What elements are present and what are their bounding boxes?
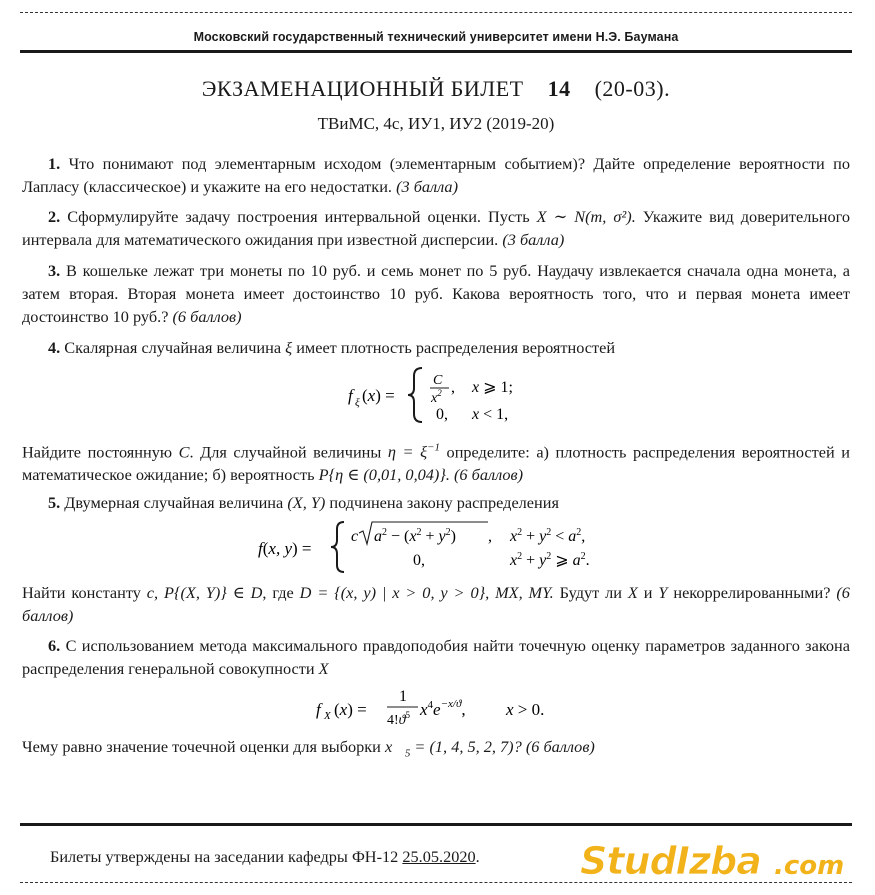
problem-text-b: Укажите вид доверительного интервала для математического ожидания при известной дисперсии. [22,207,851,249]
problem-text-g: некоррелированными? [673,583,831,602]
sample-vector: $x⃗_5 = (1$, 4, 5, 2, 7)? [384,737,522,760]
svg-text:1: 1 [399,688,407,705]
problem-text-a: Двумерная случайная величина [64,493,284,512]
svg-text:C: C [433,373,443,388]
svg-text:a2 − (x2 + y2): $a^2 - (x^2 + y^2)$ [374,527,456,545]
svg-text:f(x, y) =: f(x, y) = [258,539,312,558]
svg-text:x4e−x/ϑ,: $x^4e^{-x/ϑ}$, [420,698,466,719]
probability-expression: P{η ∈ (0,01, 0,04)}. [318,465,450,485]
svg-text:0,: 0, [413,552,425,569]
title-prefix: ЭКЗАМЕНАЦИОННЫЙ БИЛЕТ [201,76,524,101]
university-name: Московский государственный технический университет имени Н.Э. Баумана [193,30,679,44]
problem-text-f: и [643,583,653,602]
svg-text:ξ: ξ [355,397,360,409]
problem-4-intro [22,336,850,359]
eta-definition: $\eta = \xi^{-1}$ [387,442,440,462]
var-x: X [318,659,329,678]
problem-number: 4. [48,338,61,357]
problem-6-question [22,735,850,765]
approval-period: . [475,847,480,866]
region-d: D = {(x, y) | x > 0, y > 0}, MX, MY. [299,583,554,602]
problem-3 [22,259,850,328]
problem-points: (6 баллов) [172,307,242,326]
var-y: Y [658,583,668,602]
problem-text-a: Сформулируйте задачу построения интервальной оценки. Пусть [67,207,530,226]
problem-number: 2. [48,207,61,226]
svg-text:f: f [348,386,353,405]
problem-text-e: Будут ли [559,583,622,602]
problem-text-e: определите: а) плотность распределения вероятностей и математическое ожидание; б) вероятность [22,442,850,485]
svg-text:x ⩾ 1;: x ⩾ 1; [472,379,513,396]
approval-date: 25.05.2020 [402,847,476,866]
problem-number: 3. [48,261,61,280]
problem-5-intro [22,491,850,514]
svg-text:x2 + y2 ⩾ a2.: $x^2 + y^2$ ⩾ $a^2$. [510,551,590,569]
svg-text:.com: .com [774,851,845,881]
constant-c: C [178,442,190,462]
problem-text: Что понимают под элементарным исходом (элементарным событием)? Дайте определение вероятности по Лапласу (классическое) и укажите на его недостатки. [22,154,850,196]
problem-text-a: Скалярная случайная величина [64,338,282,357]
svg-text:4!ϑ5: $4!ϑ^5$ [387,710,411,728]
problem-points: (3 балла) [396,177,458,196]
problem-text-c: Найти константу [22,583,141,602]
problem-number: 5. [48,493,61,512]
approval-text: Билеты утверждены на заседании кафедры ФН-12 [50,847,399,866]
problem-1 [22,152,850,198]
problem-points: (6 баллов) [22,583,850,625]
density-formula-6 [316,684,566,735]
svg-text:(x) =: (x) = [334,700,367,719]
svg-text:X: X [324,710,331,722]
svg-text:x < 1,: x < 1, [472,406,509,423]
problem-points: (6 баллов) [525,737,595,756]
svg-text:StudIzba: StudIzba [580,839,761,883]
constant-c: c, P{(X, Y)} ∈ D [146,583,263,602]
ticket-number: 14 [547,76,571,101]
studizba-logo [578,836,853,886]
svg-text:(x) =: (x) = [362,386,395,405]
problem-number: 1. [48,154,61,173]
problem-text-c: Найдите постоянную [22,442,173,462]
svg-text:x2 + y2 < a2,: $x^2 + y^2 < a^2$, [510,527,586,545]
problem-4-question [22,437,850,486]
density-formula-svg [348,362,548,428]
problem-text-a: С использованием метода максимального правдоподобия найти точечную оценку параметров заданного закона распределения генеральной совокупности [22,636,850,678]
svg-text:c: c [351,528,359,545]
var-x: X [627,583,638,602]
problem-text-b: подчинена закону распределения [329,493,559,512]
footer-rule [20,823,852,826]
problem-text-d: , где [262,583,294,602]
normal-distribution-formula: X ∼ N(m, σ²). [536,207,636,226]
problem-5-question [22,581,850,627]
ticket-title [20,76,852,102]
header-rule [20,50,852,53]
problem-6-intro [22,634,850,680]
svg-text:x > 0.: x > 0. [506,700,545,719]
svg-text:0,: 0, [436,406,448,423]
approval-note [50,847,480,867]
density-formula-5 [258,517,628,582]
problem-points: (6 баллов) [454,465,524,485]
problem-number: 6. [48,636,61,655]
svg-text:,: , [451,379,455,396]
svg-text:,: , [488,528,492,545]
xy-pair: (X, Y) [287,493,326,512]
svg-text:f: f [316,700,321,719]
problem-points: (3 балла) [502,230,565,249]
gamma-density-svg [316,684,566,730]
top-cut-line [20,12,852,13]
problem-text: В кошельке лежат три монеты по 10 руб. и семь монет по 5 руб. Наудачу извлекается сначала одна монета, а затем вторая. Вторая монета имеет достоинство 10 руб. Какова вероятность того, что и первая монета имеет достоинство 10 руб.? [22,261,850,326]
course-subtitle: ТВиМС, 4с, ИУ1, ИУ2 (2019-20) [317,114,555,133]
joint-density-svg [258,517,628,577]
problem-text-b: имеет плотность распределения вероятностей [296,338,616,357]
problem-2 [22,205,850,251]
density-formula-4 [348,362,548,433]
ticket-code: (20-03). [594,76,671,101]
xi-symbol: ξ [285,338,293,357]
problem-text-b: Чему равно значение точечной оценки для выборки [22,737,381,756]
problem-text-d: . Для случайной величины [189,442,382,462]
svg-text:x2: $x^2$ [431,388,442,406]
